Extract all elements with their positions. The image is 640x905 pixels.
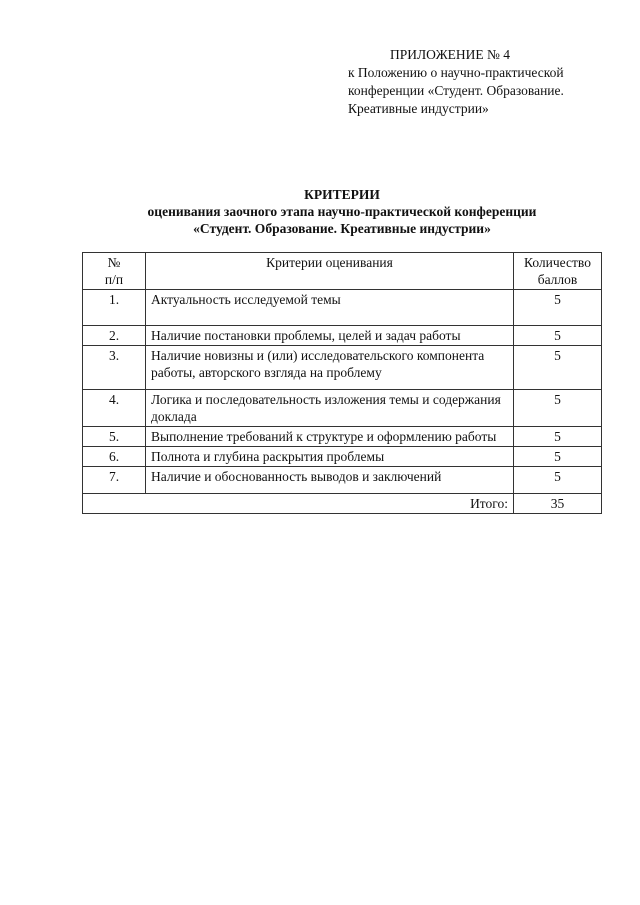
header-points-line: Количество xyxy=(524,255,591,270)
appendix-block xyxy=(348,46,628,118)
row-number: 2. xyxy=(83,326,146,346)
table-row xyxy=(83,290,602,326)
header-criteria: Критерии оценивания xyxy=(146,253,514,290)
header-number-line: № xyxy=(107,255,121,270)
table-row xyxy=(83,390,602,427)
appendix-line: к Положению о научно-практической xyxy=(348,65,564,80)
row-points: 5 xyxy=(514,390,602,427)
criteria-table xyxy=(82,252,602,514)
row-number: 5. xyxy=(83,427,146,447)
table-row xyxy=(83,326,602,346)
header-number xyxy=(83,253,146,290)
table-row xyxy=(83,467,602,494)
table-header-row xyxy=(83,253,602,290)
total-value: 35 xyxy=(514,494,602,514)
row-criterion: Наличие новизны и (или) исследовательского компонента работы, авторского взгляда на проблему xyxy=(146,346,514,390)
row-number: 7. xyxy=(83,467,146,494)
heading-subtitle: оценивания заочного этапа научно-практической конференции xyxy=(147,204,537,219)
row-criterion: Актуальность исследуемой темы xyxy=(146,290,514,326)
header-number-line: п/п xyxy=(104,272,124,287)
appendix-title: ПРИЛОЖЕНИЕ № 4 xyxy=(390,47,511,62)
table-row xyxy=(83,447,602,467)
row-number: 1. xyxy=(83,290,146,326)
row-points: 5 xyxy=(514,326,602,346)
document-heading xyxy=(82,186,602,237)
total-label: Итого: xyxy=(83,494,514,514)
row-points: 5 xyxy=(514,346,602,390)
row-criterion: Выполнение требований к структуре и оформлению работы xyxy=(146,427,514,447)
row-points: 5 xyxy=(514,447,602,467)
row-criterion: Наличие и обоснованность выводов и заключений xyxy=(146,467,514,494)
table-row xyxy=(83,346,602,390)
table-total-row xyxy=(83,494,602,514)
table-row xyxy=(83,427,602,447)
heading-conference-name: «Студент. Образование. Креативные индустрии» xyxy=(193,221,491,236)
row-criterion: Логика и последовательность изложения темы и содержания доклада xyxy=(146,390,514,427)
row-criterion: Полнота и глубина раскрытия проблемы xyxy=(146,447,514,467)
row-number: 3. xyxy=(83,346,146,390)
header-points xyxy=(514,253,602,290)
row-number: 4. xyxy=(83,390,146,427)
row-points: 5 xyxy=(514,467,602,494)
row-criterion: Наличие постановки проблемы, целей и задач работы xyxy=(146,326,514,346)
row-number: 6. xyxy=(83,447,146,467)
heading-title: КРИТЕРИИ xyxy=(304,187,380,202)
appendix-line: Креативные индустрии» xyxy=(348,101,489,116)
row-points: 5 xyxy=(514,427,602,447)
appendix-line: конференции «Студент. Образование. xyxy=(348,83,564,98)
row-points: 5 xyxy=(514,290,602,326)
header-points-line: баллов xyxy=(537,272,578,287)
